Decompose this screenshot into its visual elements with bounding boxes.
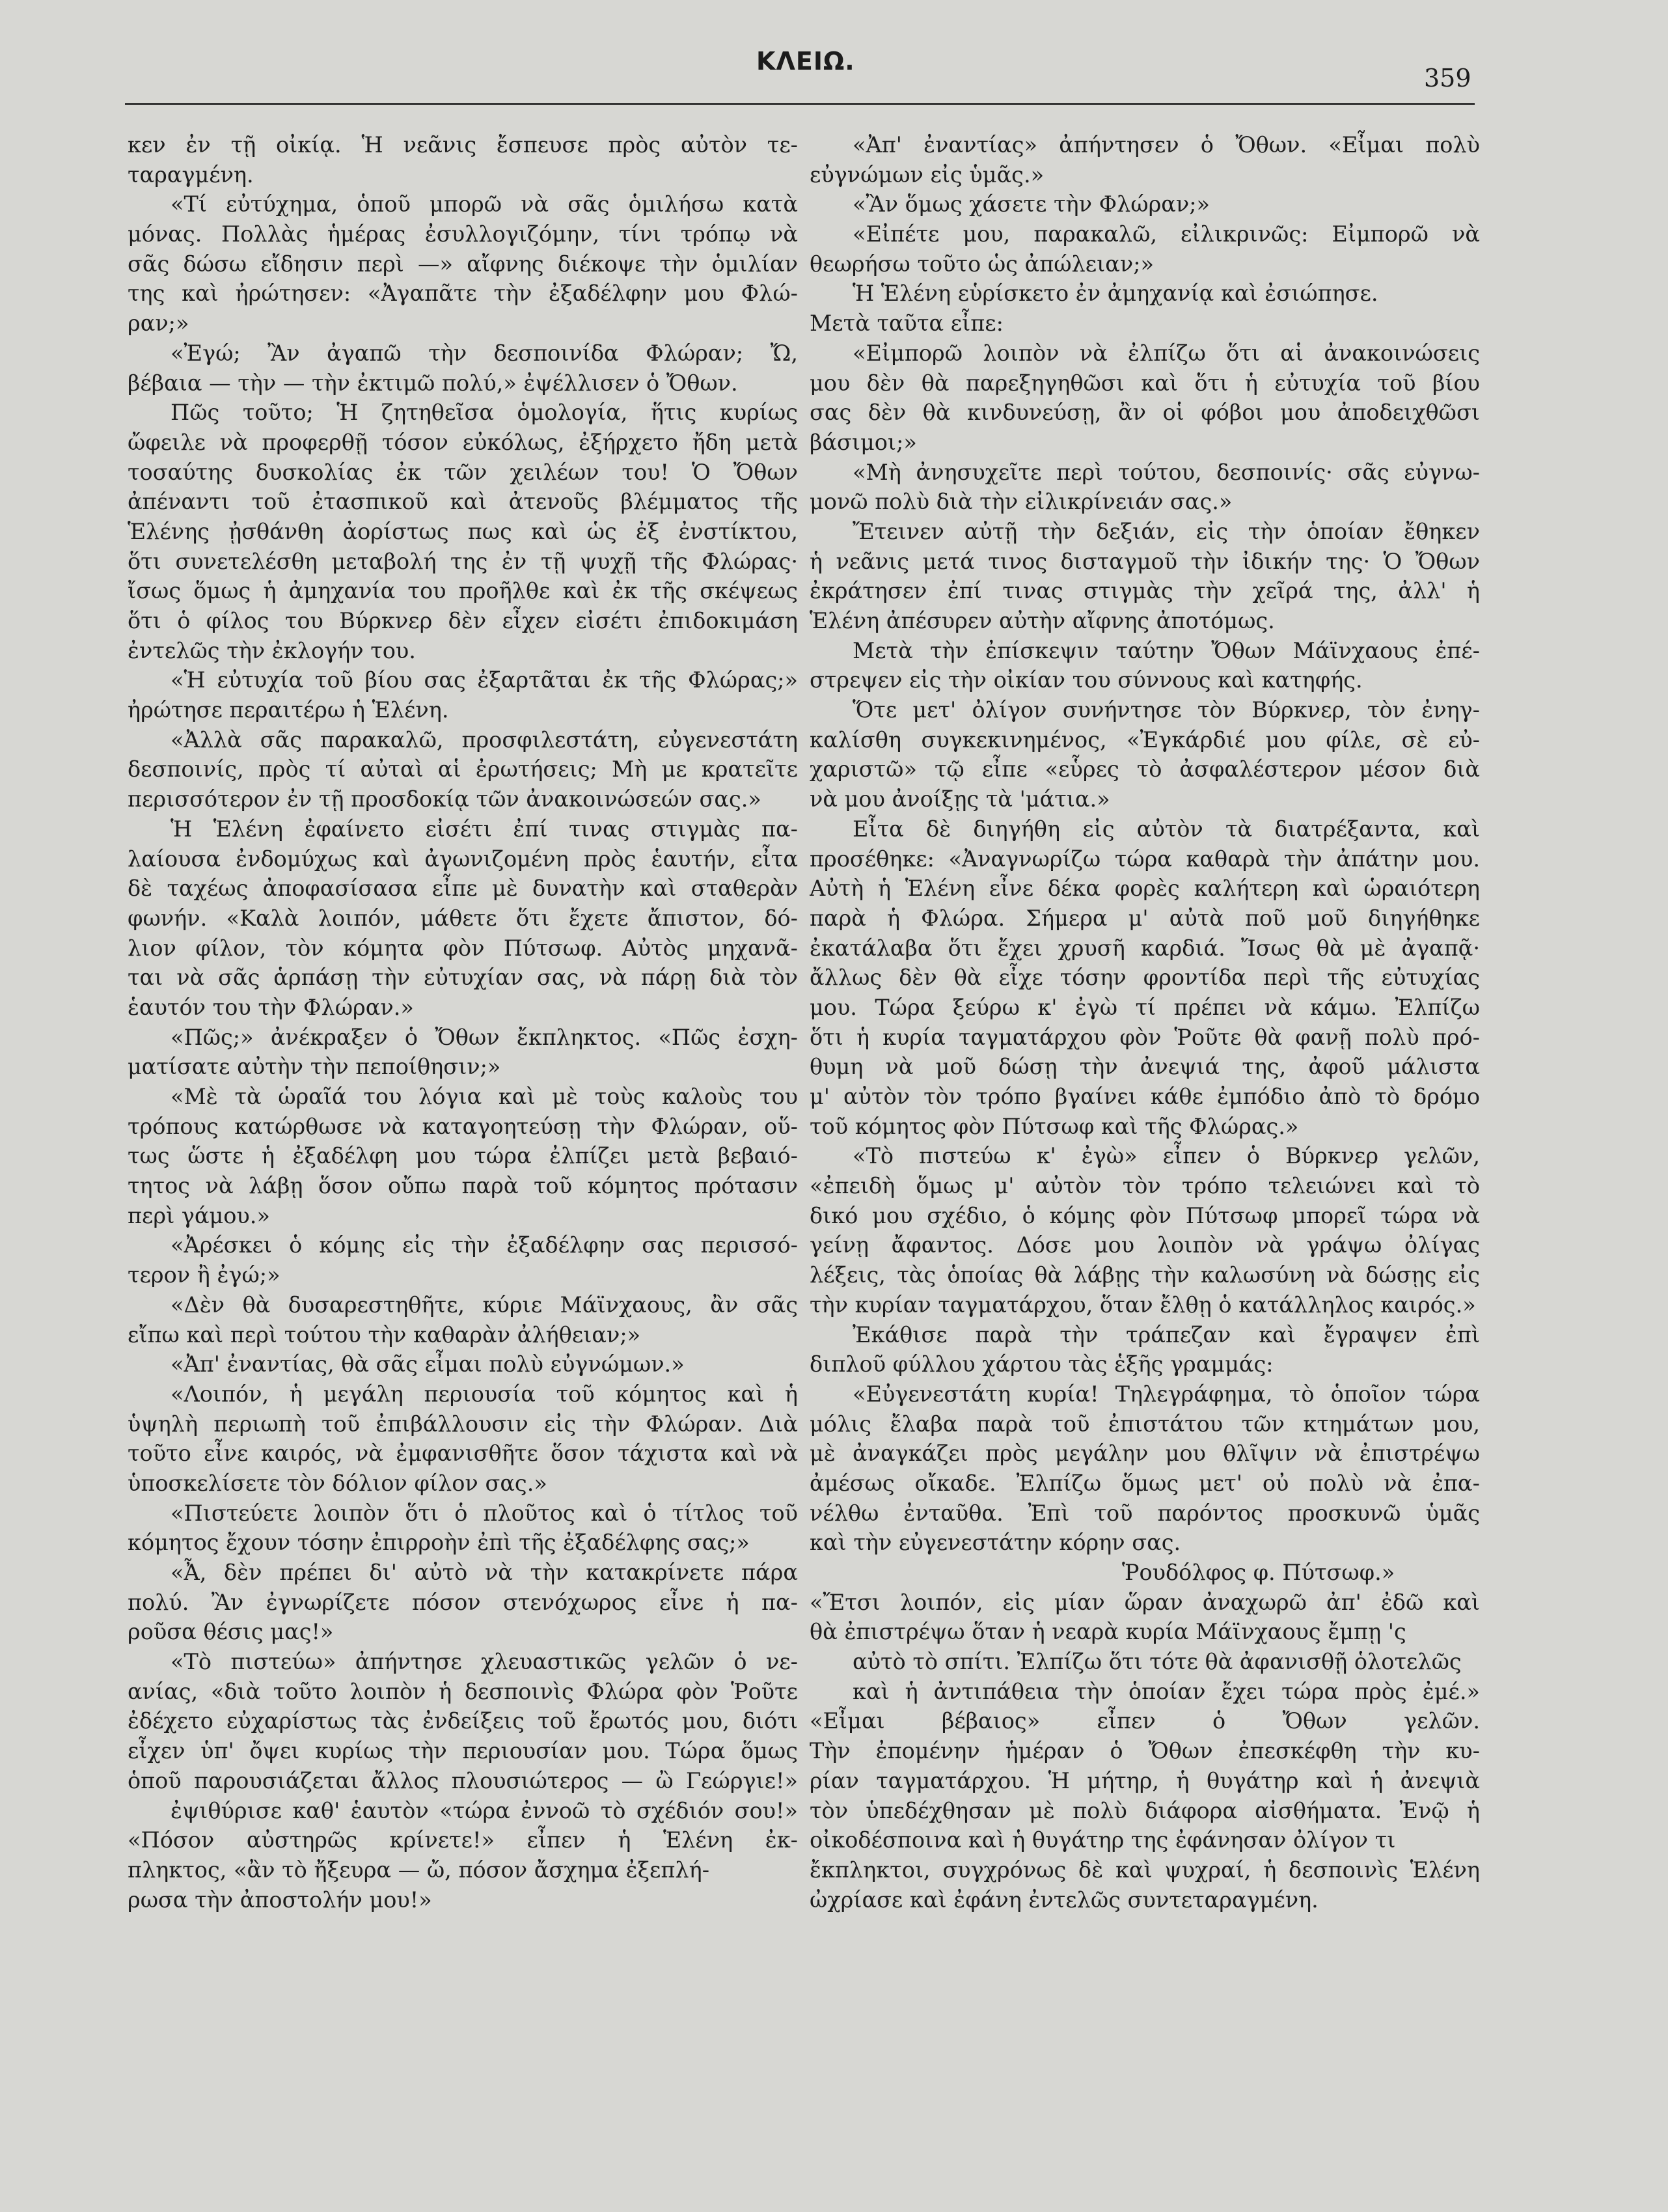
left-column-line: ταραγμένη. xyxy=(128,161,254,187)
left-column-line: ὅτι συνετελέσθη μεταβολή της ἐν τῇ ψυχῇ τῆς Φλώρας· xyxy=(128,548,798,574)
left-column-line: ἑαυτόν του τὴν Φλώραν.» xyxy=(128,994,414,1020)
left-column-line: ματίσατε αὐτὴν τὴν πεποίθησιν;» xyxy=(128,1054,501,1080)
right-column-line: ἔκπληκτοι, συγχρόνως δὲ καὶ ψυχραί, ἡ δεσποινὶς Ἑλένη xyxy=(810,1857,1480,1883)
right-column-line: δικό μου σχέδιο, ὁ κόμης φὸν Πύτσωφ μπορεῖ τώρα νὰ xyxy=(810,1202,1480,1228)
right-column-line: Μετὰ τὴν ἐπίσκεψιν ταύτην Ὄθων Μάϊνχαους ἐπέ- xyxy=(853,637,1480,663)
left-column-line: ἠρώτησε περαιτέρω ἡ Ἑλένη. xyxy=(128,697,449,723)
right-column-line: βάσιμοι;» xyxy=(810,429,917,455)
left-column-line: βέβαια — τὴν — τὴν ἐκτιμῶ πολύ,» ἐψέλλισεν ὁ Ὄθων. xyxy=(128,370,738,396)
right-column-line: ρίαν ταγματάρχου. Ἡ μήτηρ, ἡ θυγάτηρ καὶ ἡ ἀνεψιὰ xyxy=(810,1767,1480,1793)
header-rule xyxy=(125,103,1475,105)
right-column-line: στρεψεν εἰς τὴν οἰκίαν του σύννους καὶ κατηφής. xyxy=(810,667,1363,693)
left-column-line: ἴσως ὅμως ἡ ἀμηχανία του προῆλθε καὶ ἐκ τῆς σκέψεως xyxy=(128,578,798,604)
left-column-line: τοσαύτης δυσκολίας ἐκ τῶν χειλέων του! Ὁ Ὄθων xyxy=(128,459,798,485)
right-column-line: λέξεις, τὰς ὁποίας θὰ λάβῃς τὴν καλωσύνη νὰ δώσῃς εἰς xyxy=(810,1262,1480,1288)
right-column-line: τοῦ κόμητος φὸν Πύτσωφ καὶ τῆς Φλώρας.» xyxy=(810,1113,1299,1139)
left-column-line: «Ἀλλὰ σᾶς παρακαλῶ, προσφιλεστάτη, εὐγενεστάτη xyxy=(171,726,798,753)
left-column-line: «Ἀπ' ἐναντίας, θὰ σᾶς εἶμαι πολὺ εὐγνώμων.» xyxy=(171,1351,685,1377)
right-column-line: αὐτὸ τὸ σπίτι. Ἐλπίζω ὅτι τότε θὰ ἀφανισθῇ ὁλοτελῶς xyxy=(853,1649,1462,1675)
right-column-line: Αὐτὴ ἡ Ἑλένη εἶνε δέκα φορὲς καλήτερη καὶ ὡραιότερη xyxy=(810,876,1480,902)
right-column-line: εὐγνώμων εἰς ὑμᾶς.» xyxy=(810,161,1045,187)
right-column-line: «Τὸ πιστεύω κ' ἐγὼ» εἶπεν ὁ Βύρκνερ γελῶν, xyxy=(853,1143,1480,1169)
left-column-line: «Πῶς;» ἀνέκραξεν ὁ Ὄθων ἔκπληκτος. «Πῶς ἐσχη- xyxy=(171,1024,798,1050)
left-column-line: κόμητος ἔχουν τόσην ἐπιρροὴν ἐπὶ τῆς ἐξαδέλφης σας;» xyxy=(128,1530,750,1556)
left-column-line: «Λοιπόν, ἡ μεγάλη περιουσία τοῦ κόμητος καὶ ἡ xyxy=(171,1381,798,1407)
right-column-line: Ἔτεινεν αὐτῇ τὴν δεξιάν, εἰς τὴν ὁποίαν ἔθηκεν xyxy=(853,518,1480,544)
right-column-line: ἐκατάλαβα ὅτι ἔχει χρυσῆ καρδιά. Ἴσως θὰ μὲ ἀγαπᾷ· xyxy=(810,935,1480,961)
right-column-line: μ' αὐτὸν τὸν τρόπο βγαίνει κάθε ἐμπόδιο ἀπὸ τὸ δρόμο xyxy=(810,1084,1480,1109)
right-column-line: Ῥουδόλφος φ. Πύτσωφ.» xyxy=(1122,1560,1395,1585)
right-column-line: «Ἀπ' ἐναντίας» ἀπήντησεν ὁ Ὄθων. «Εἶμαι πολὺ xyxy=(853,132,1480,158)
left-column-line: λιον φίλον, τὸν κόμητα φὸν Πύτσωφ. Αὐτὸς μηχανᾶ- xyxy=(128,935,798,961)
right-column-line: Εἶτα δὲ διηγήθη εἰς αὐτὸν τὰ διατρέξαντα, καὶ xyxy=(853,816,1480,842)
right-column-line: οἰκοδέσποινα καὶ ἡ θυγάτηρ της ἐφάνησαν ὀλίγον τι xyxy=(810,1827,1396,1853)
left-column-line: ἐδέχετο εὐχαρίστως τὰς ἐνδείξεις τοῦ ἔρωτός μου, διότι xyxy=(128,1708,798,1734)
right-column-line: νέλθω ἐνταῦθα. Ἐπὶ τοῦ παρόντος προσκυνῶ ὑμᾶς xyxy=(810,1500,1480,1526)
right-column-line: μονῶ πολὺ διὰ τὴν εἰλικρίνειάν σας.» xyxy=(810,489,1233,515)
right-column-line: τὴν κυρίαν ταγματάρχου, ὅταν ἔλθῃ ὁ κατάλληλος καιρός.» xyxy=(810,1292,1476,1318)
left-column-line: ὑποσκελίσετε τὸν δόλιον φίλον σας.» xyxy=(128,1470,547,1496)
left-column-line: «Τὸ πιστεύω» ἀπήντησε χλευαστικῶς γελῶν ὁ νε- xyxy=(171,1649,798,1675)
right-column-line: «Ἂν ὅμως χάσετε τὴν Φλώραν;» xyxy=(853,191,1210,217)
left-column-line: ἐντελῶς τὴν ἐκλογήν του. xyxy=(128,637,416,663)
left-column-line: δεσποινίς, πρὸς τί αὐταὶ αἱ ἐρωτήσεις; Μὴ με κρατεῖτε xyxy=(128,756,798,782)
left-column-line: κεν ἐν τῇ οἰκίᾳ. Ἡ νεᾶνις ἔσπευσε πρὸς αὐτὸν τε- xyxy=(128,132,798,158)
left-column-line: «Τί εὐτύχημα, ὁποῦ μπορῶ νὰ σᾶς ὁμιλήσω κατὰ xyxy=(171,191,798,217)
left-column-line: ὤφειλε νὰ προφερθῇ τόσον εὐκόλως, ἐξήρχετο ἤδη μετὰ xyxy=(128,429,798,455)
right-column-line: ἄλλως δὲν θὰ εἶχε τόσην φροντίδα περὶ τῆς εὐτυχίας xyxy=(810,965,1480,991)
left-column-line: μόνας. Πολλὰς ἡμέρας ἐσυλλογιζόμην, τίνι τρόπῳ νὰ xyxy=(128,221,798,247)
left-column-line: ἀπέναντι τοῦ ἐτασπικοῦ καὶ ἀτενοῦς βλέμματος τῆς xyxy=(128,489,798,515)
left-column-line: ροῦσα θέσις μας!» xyxy=(128,1619,334,1645)
right-column-line: ὠχρίασε καὶ ἐφάνη ἐντελῶς συντεταραγμένη. xyxy=(810,1887,1319,1913)
right-column-line: μὲ ἀναγκάζει πρὸς μεγάλην μου θλῖψιν νὰ ἐπιστρέψω xyxy=(810,1441,1480,1467)
left-column-line: ανίας, «διὰ τοῦτο λοιπὸν ἡ δεσποινὶς Φλώρα φὸν Ῥοῦτε xyxy=(128,1678,798,1704)
left-column-line: τητος νὰ λάβῃ ὅσον οὔπω παρὰ τοῦ κόμητος πρότασιν xyxy=(128,1173,798,1199)
page-number: 359 xyxy=(1424,64,1471,92)
left-column-line: «Ἡ εὐτυχία τοῦ βίου σας ἐξαρτᾶται ἐκ τῆς Φλώρας;» xyxy=(171,667,798,693)
left-column-line: ρωσα τὴν ἀποστολήν μου!» xyxy=(128,1887,432,1913)
right-column-line: μου. Τώρα ξεύρω κ' ἐγὼ τί πρέπει νὰ κάμω. Ἐλπίζω xyxy=(810,994,1480,1020)
right-column-line: Τὴν ἐπομένην ἡμέραν ὁ Ὄθων ἐπεσκέφθη τὴν κυ- xyxy=(810,1738,1480,1764)
right-column-line: διπλοῦ φύλλου χάρτου τὰς ἑξῆς γραμμάς: xyxy=(810,1351,1274,1377)
left-column-line: ἐψιθύρισε καθ' ἑαυτὸν «τώρα ἐννοῶ τὸ σχέδιόν σου!» xyxy=(171,1797,798,1823)
right-column-line: «ἐπειδὴ ὅμως μ' αὐτὸν τὸν τρόπο τελειώνει καὶ τὸ xyxy=(810,1173,1480,1199)
left-column-line: περισσότερον ἐν τῇ προσδοκίᾳ τῶν ἀνακοινώσεών σας.» xyxy=(128,786,761,812)
left-column-line: «Μὲ τὰ ὡραῖά του λόγια καὶ μὲ τοὺς καλοὺς του xyxy=(171,1084,798,1109)
left-column-line: της καὶ ἠρώτησεν: «Ἀγαπᾶτε τὴν ἐξαδέλφην μου Φλώ- xyxy=(128,281,798,307)
left-column-line: τερον ἢ ἐγώ;» xyxy=(128,1262,280,1288)
right-column-line: ἀμέσως οἴκαδε. Ἐλπίζω ὅμως μετ' οὐ πολὺ νὰ ἐπα- xyxy=(810,1470,1480,1496)
right-column-line: καλίσθη συγκεκινημένος, «Ἐγκάρδιέ μου φίλε, σὲ εὐ- xyxy=(810,726,1480,753)
right-column-line: «Μὴ ἀνησυχεῖτε περὶ τούτου, δεσποινίς· σᾶς εὐγνω- xyxy=(853,459,1480,485)
right-column-line: «Εἶμαι βέβαιος» εἶπεν ὁ Ὄθων γελῶν. xyxy=(810,1708,1480,1734)
left-column-line: ὅτι ὁ φίλος του Βύρκνερ δὲν εἶχεν εἰσέτι ἐπιδοκιμάση xyxy=(128,608,798,633)
right-column-line: ἡ νεᾶνις μετά τινος δισταγμοῦ τὴν ἰδικήν της· Ὁ Ὄθων xyxy=(810,548,1480,574)
right-column-line: Ὅτε μετ' ὀλίγον συνήντησε τὸν Βύρκνερ, τὸν ἐνηγ- xyxy=(853,697,1480,723)
left-column-line: Πῶς τοῦτο; Ἡ ζητηθεῖσα ὁμολογία, ἥτις κυρίως xyxy=(171,400,798,426)
right-column-line: Ἐκάθισε παρὰ τὴν τράπεζαν καὶ ἔγραψεν ἐπὶ xyxy=(853,1321,1480,1348)
left-column-line: ὁποῦ παρουσιάζεται ἄλλος πλουσιώτερος — ὢ Γεώργιε!» xyxy=(128,1767,798,1793)
right-column-line: παρὰ ἡ Φλώρα. Σήμερα μ' αὐτὰ ποῦ μοῦ διηγήθηκε xyxy=(810,905,1480,931)
right-column-line: «Εὐγενεστάτη κυρία! Τηλεγράφημα, τὸ ὁποῖον τώρα xyxy=(853,1381,1480,1407)
left-column-line: Ἡ Ἑλένη ἐφαίνετο εἰσέτι ἐπί τινας στιγμὰς πα- xyxy=(171,816,798,842)
left-column-line: περὶ γάμου.» xyxy=(128,1202,270,1228)
left-column-line: τως ὥστε ἡ ἐξαδέλφη μου τώρα ἐλπίζει μετὰ βεβαιό- xyxy=(128,1143,798,1169)
left-column-line: ὑψηλὴ περιωπὴ τοῦ ἐπιβάλλουσιν εἰς τὴν Φλώραν. Διὰ xyxy=(128,1411,798,1437)
left-column-line: λαίουσα ἐνδομύχως καὶ ἀγωνιζομένη πρὸς ἑαυτήν, εἶτα xyxy=(128,846,798,872)
left-column-line: τοῦτο εἶνε καιρός, νὰ ἐμφανισθῆτε ὅσον τάχιστα καὶ νὰ xyxy=(128,1441,798,1467)
left-column-line: ται νὰ σᾶς ἁρπάσῃ τὴν εὐτυχίαν σας, νὰ πάρῃ διὰ τὸν xyxy=(128,965,798,991)
right-column-line: ἐκράτησεν ἐπί τινας στιγμὰς τὴν χεῖρά της, ἀλλ' ἡ xyxy=(810,578,1480,604)
left-column-line: τρόπους κατώρθωσε νὰ καταγοητεύσῃ τὴν Φλώραν, οὕ- xyxy=(128,1113,798,1139)
right-column-line: «Ἔτσι λοιπόν, εἰς μίαν ὥραν ἀναχωρῶ ἀπ' ἐδῶ καὶ xyxy=(810,1589,1480,1615)
left-column-line: ραν;» xyxy=(128,311,189,337)
right-column-line: καὶ ἡ ἀντιπάθεια τὴν ὁποίαν ἔχει τώρα πρὸς ἐμέ.» xyxy=(853,1678,1480,1704)
right-column-line: νὰ μου ἀνοίξῃς τὰ 'μάτια.» xyxy=(810,786,1110,812)
left-column-line: «Ἐγώ; Ἂν ἀγαπῶ τὴν δεσποινίδα Φλώραν; Ὤ, xyxy=(171,340,798,366)
right-column-line: Ἑλένη ἀπέσυρεν αὐτὴν αἴφνης ἀποτόμως. xyxy=(810,608,1275,633)
right-column-line: Μετὰ ταῦτα εἶπε: xyxy=(810,311,1004,337)
right-column-line: θὰ ἐπιστρέψω ὅταν ἡ νεαρὰ κυρία Μάϊνχαους ἔμπῃ 'ς xyxy=(810,1619,1406,1645)
left-column-line: σᾶς δώσω εἴδησιν περὶ —» αἴφνης διέκοψε τὴν ὁμιλίαν xyxy=(128,251,798,277)
right-column-line: μόλις ἔλαβα παρὰ τοῦ ἐπιστάτου τῶν κτημάτων μου, xyxy=(810,1411,1480,1437)
left-column-line: «Δὲν θὰ δυσαρεστηθῆτε, κύριε Μάϊνχαους, ἂν σᾶς xyxy=(171,1292,798,1318)
right-column-line: ὅτι ἡ κυρία ταγματάρχου φὸν Ῥοῦτε θὰ φανῇ πολὺ πρό- xyxy=(810,1024,1480,1050)
left-column-line: πληκτος, «ἂν τὸ ἤξευρα — ὤ, πόσον ἄσχημα ἐξεπλή- xyxy=(128,1857,710,1883)
left-column-line: πολύ. Ἂν ἐγνωρίζετε πόσον στενόχωρος εἶνε ἡ πα- xyxy=(128,1589,798,1615)
left-column-line: «Ἀρέσκει ὁ κόμης εἰς τὴν ἐξαδέλφην σας περισσό- xyxy=(171,1232,798,1258)
right-column-line: μου δὲν θὰ παρεξηγηθῶσι καὶ ὅτι ἡ εὐτυχία τοῦ βίου xyxy=(810,370,1480,396)
right-column-line: θεωρήσω τοῦτο ὡς ἀπώλειαν;» xyxy=(810,251,1155,277)
right-column-line: γείνῃ ἄφαντος. Δόσε μου λοιπὸν νὰ γράψω ὀλίγας xyxy=(810,1232,1480,1258)
right-column-line: σας δὲν θὰ κινδυνεύσῃ, ἂν οἱ φόβοι μου ἀποδειχθῶσι xyxy=(810,400,1480,426)
left-column-line: δὲ ταχέως ἀποφασίσασα εἶπε μὲ δυνατὴν καὶ σταθερὰν xyxy=(128,876,798,902)
right-column-line: «Εἰμπορῶ λοιπὸν νὰ ἐλπίζω ὅτι αἱ ἀνακοινώσεις xyxy=(853,340,1480,366)
left-column-line: εἶχεν ὑπ' ὄψει κυρίως τὴν περιουσίαν μου. Τώρα ὅμως xyxy=(128,1738,798,1764)
right-column-line: καὶ τὴν εὐγενεστάτην κόρην σας. xyxy=(810,1530,1181,1556)
left-column-line: εἴπω καὶ περὶ τούτου τὴν καθαρὰν ἀλήθειαν;» xyxy=(128,1321,641,1348)
right-column-line: θυμη νὰ μοῦ δώσῃ τὴν ἀνεψιά της, ἀφοῦ μάλιστα xyxy=(810,1054,1480,1080)
left-column-line: «Ἆ, δὲν πρέπει δι' αὐτὸ νὰ τὴν κατακρίνετε πάρα xyxy=(171,1560,798,1585)
right-column-line: τὸν ὑπεδέχθησαν μὲ πολὺ διάφορα αἰσθήματα. Ἐνῷ ἡ xyxy=(810,1797,1480,1823)
right-column-line: χαριστῶ» τῷ εἶπε «εὗρες τὸ ἀσφαλέστερον μέσον διὰ xyxy=(810,756,1480,782)
left-column-line: Ἑλένης ᾐσθάνθη ἀορίστως πως καὶ ὡς ἐξ ἐνστίκτου, xyxy=(128,518,798,544)
running-title: ΚΛΕΙΩ. xyxy=(756,47,855,76)
right-column-line: προσέθηκε: «Ἀναγνωρίζω τώρα καθαρὰ τὴν ἀπάτην μου. xyxy=(810,846,1480,872)
left-column xyxy=(128,130,798,1915)
right-column-line: Ἡ Ἑλένη εὑρίσκετο ἐν ἀμηχανίᾳ καὶ ἐσιώπησε. xyxy=(853,281,1378,307)
right-column xyxy=(810,130,1480,1915)
right-column-line: «Εἰπέτε μου, παρακαλῶ, εἰλικρινῶς: Εἰμπορῶ νὰ xyxy=(853,221,1480,247)
left-column-line: φωνήν. «Καλὰ λοιπόν, μάθετε ὅτι ἔχετε ἄπιστον, δό- xyxy=(128,905,798,931)
left-column-line: «Πόσον αὐστηρῶς κρίνετε!» εἶπεν ἡ Ἑλένη ἐκ- xyxy=(128,1827,798,1853)
left-column-line: «Πιστεύετε λοιπὸν ὅτι ὁ πλοῦτος καὶ ὁ τίτλος τοῦ xyxy=(171,1500,798,1526)
